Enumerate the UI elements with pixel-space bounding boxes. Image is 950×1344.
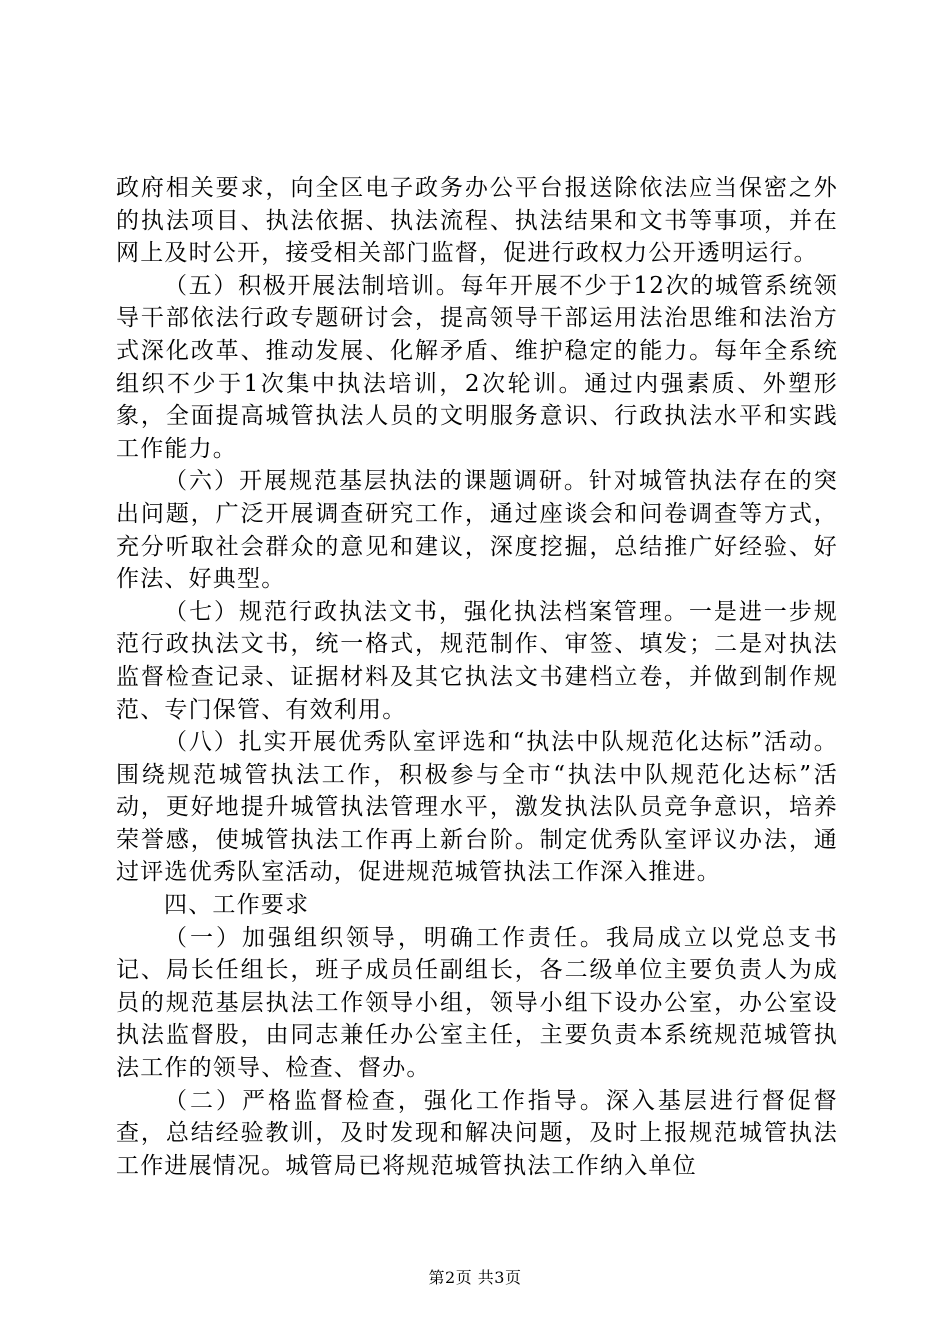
paragraph-requirement-1: （一）加强组织领导，明确工作责任。我局成立以党总支书记、局长任组长，班子成员任副组长，各二级单位主要负责人为成员的规范基层执法工作领导小组，领导小组下设办公室，办公室设执法监督股，由同志兼任办公室主任，主要负责本系统规范城管执法工作的领导、检查、督办。 bbox=[116, 924, 838, 1082]
paragraph-item-6: （六）开展规范基层执法的课题调研。针对城管执法存在的突出问题，广泛开展调查研究工作，通过座谈会和问卷调查等方式，充分听取社会群众的意见和建议，深度挖掘，总结推广好经验、好作法、好典型。 bbox=[116, 468, 838, 593]
paragraph-continuation: 政府相关要求，向全区电子政务办公平台报送除依法应当保密之外的执法项目、执法依据、执法流程、执法结果和文书等事项，并在网上及时公开，接受相关部门监督，促进行政权力公开透明运行。 bbox=[116, 175, 838, 267]
document-body bbox=[116, 172, 838, 1182]
page-number-footer: 第2页 共3页 bbox=[428, 1268, 522, 1287]
section-heading-work-requirements: 四、工作要求 bbox=[164, 892, 310, 919]
paragraph-item-8: （八）扎实开展优秀队室评选和“执法中队规范化达标”活动。围绕规范城管执法工作，积极参与全市“执法中队规范化达标”活动，更好地提升城管执法管理水平，激发执法队员竞争意识，培养荣誉感，使城管执法工作再上新台阶。制定优秀队室评议办法，通过评选优秀队室活动，促进规范城管执法工作深入推进。 bbox=[116, 729, 838, 886]
paragraph-requirement-2: （二）严格监督检查，强化工作指导。深入基层进行督促督查，总结经验教训，及时发现和解决问题，及时上报规范城管执法工作进展情况。城管局已将规范城管执法工作纳入单位 bbox=[116, 1087, 838, 1179]
paragraph-item-7: （七）规范行政执法文书，强化执法档案管理。一是进一步规范行政执法文书，统一格式，规范制作、审签、填发；二是对执法监督检查记录、证据材料及其它执法文书建档立卷，并做到制作规范、专门保管、有效利用。 bbox=[116, 598, 838, 723]
paragraph-item-5: （五）积极开展法制培训。每年开展不少于12次的城管系统领导干部依法行政专题研讨会，提高领导干部运用法治思维和法治方式深化改革、推动发展、化解矛盾、维护稳定的能力。每年全系统组织不少于1次集中执法培训，2次轮训。通过内强素质、外塑形象，全面提高城管执法人员的文明服务意识、行政执法水平和实践工作能力。 bbox=[116, 272, 838, 462]
